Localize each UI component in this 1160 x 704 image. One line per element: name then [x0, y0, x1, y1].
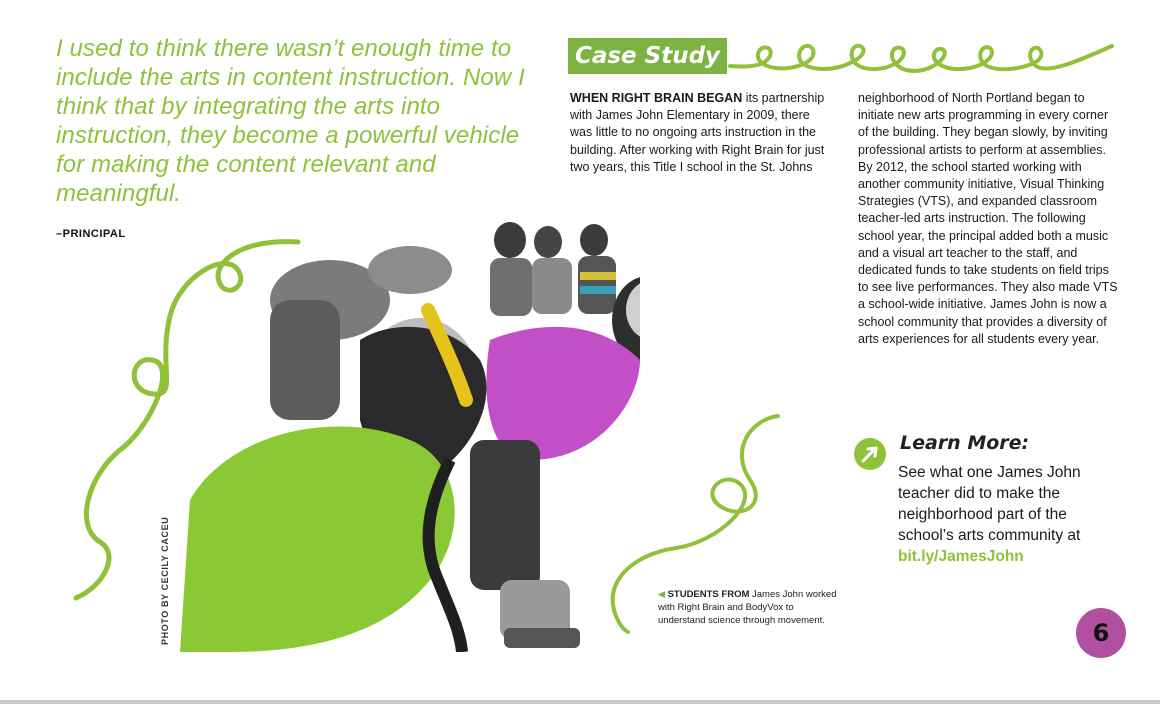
- page-bottom-divider: [0, 700, 1160, 704]
- photo-credit: PHOTO BY CECILY CACEU: [160, 516, 170, 645]
- photo-caption: [658, 588, 843, 627]
- caption-text: James John worked with Right Brain and BodyVox to understand science through movement.: [658, 589, 837, 626]
- caption-lead: STUDENTS FROM: [667, 589, 750, 600]
- learn-more-text: [898, 462, 1113, 567]
- case-study-heading: Case Study: [568, 38, 727, 74]
- learn-more-heading: Learn More:: [900, 432, 1030, 454]
- caption-arrow-icon: ◀: [658, 589, 665, 599]
- pull-quote: I used to think there wasn’t enough time to include the arts in content instruction. Now I think that by integrating the arts into instruction, they become a powerful vehicle for making the content relevant and meaningful.: [56, 35, 525, 207]
- quote-attribution: –PRINCIPAL: [56, 228, 126, 240]
- article-lead: WHEN RIGHT BRAIN BEGAN: [570, 91, 743, 105]
- students-photo: [170, 200, 640, 652]
- page-number-badge: 6: [1076, 608, 1126, 658]
- student-figure-back: [490, 222, 616, 316]
- learn-more-body: See what one James John teacher did to make the neighborhood part of the school’s arts community at: [898, 464, 1081, 544]
- article-column-2: neighborhood of North Portland began to initiate new arts programming in every corner of the building. They began slowly, by inviting professional artists to perform at assemblies. By 2012, the school started working with another community initiative, Visual Thinking Strategies (VTS), and expanded classroom teacher-led arts instruction. The following school year, the principal added both a music and a visual art teacher to the staff, and dedicated funds to take students on field trips to see live performances. They also made VTS a school-wide initiative. James John is now a school community that provides a diversity of arts experiences for all students every year.: [858, 91, 1118, 346]
- learn-more-link[interactable]: bit.ly/JamesJohn: [898, 548, 1024, 565]
- arrow-icon: [854, 438, 886, 470]
- article-column-1: [570, 90, 832, 176]
- article-column-1-text: its partnership with James John Elementary in 2009, there was little to no ongoing arts instruction in the building. After working with Right Brain for just two years, this Title I school in the St. Johns: [570, 91, 825, 174]
- loops-decoration: [726, 38, 1126, 76]
